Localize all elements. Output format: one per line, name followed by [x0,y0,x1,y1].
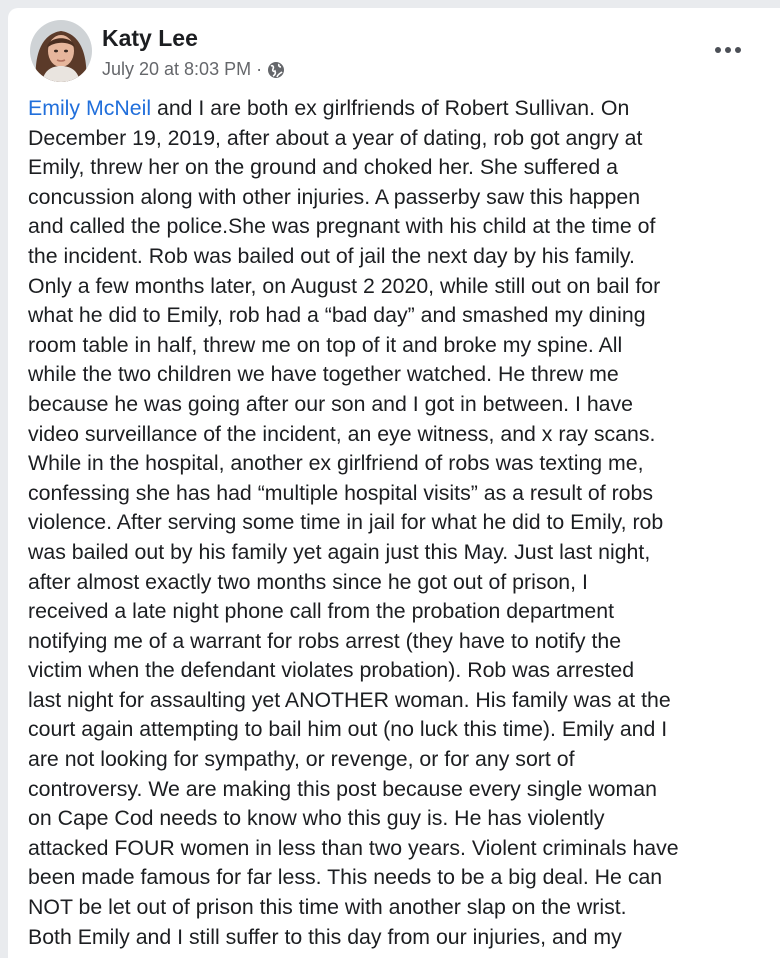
post-text-line: last night for assaulting yet ANOTHER woman. His family was at the [28,687,671,712]
post-text-line: video surveillance of the incident, an eye witness, and x ray scans. [28,421,656,446]
post-text-line: attacked FOUR women in less than two years. Violent criminals have [28,835,679,860]
post-text-line: violence. After serving some time in jail for what he did to Emily, rob [28,510,664,535]
more-options-dot [725,47,731,53]
post-text [28,94,774,952]
post-text-line: While in the hospital, another ex girlfriend of robs was texting me, [28,451,644,476]
post-text-line: controversy. We are making this post because every single woman [28,776,657,801]
author-name[interactable]: Katy Lee [102,25,198,51]
globe-icon[interactable] [267,61,285,79]
post-text-segment: and I are both ex girlfriends of Robert Sullivan. On [151,96,630,120]
post-header [8,8,780,96]
post-text-line: received a late night phone call from the probation department [28,599,615,624]
post-text-line: are not looking for sympathy, or revenge, or for any sort of [28,747,575,772]
post-text-line: Both Emily and I still suffer to this day from our injuries, and my [28,924,622,949]
post-text-line: NOT be let out of prison this time with another slap on the wrist. [28,895,627,920]
post-text-line: was bailed out by his family yet again just this May. Just last night, [28,539,651,564]
post-card [8,8,780,958]
post-text-line: and called the police.She was pregnant with his child at the time of [28,214,656,239]
meta-separator: · [256,59,263,79]
post-meta [102,59,285,80]
more-options-button[interactable] [706,30,750,70]
post-text-line: notifying me of a warrant for robs arrest (they have to notify the [28,628,622,653]
post-text-line: room table in half, threw me on top of it and broke my spine. All [28,332,623,357]
profile-photo [30,20,92,82]
post-text-line: because he was going after our son and I got in between. I have [28,391,634,416]
post-text-line: December 19, 2019, after about a year of dating, rob got angry at [28,125,643,150]
post-text-line: the incident. Rob was bailed out of jail the next day by his family. [28,243,635,268]
post-text-line: on Cape Cod needs to know who this guy is. He has violently [28,806,605,831]
post-timestamp[interactable]: July 20 at 8:03 PM [102,59,252,79]
post-text-line: concussion along with other injuries. A passerby saw this happen [28,184,641,209]
more-options-dot [735,47,741,53]
more-options-icon [715,47,721,53]
mention-link[interactable]: Emily McNeil [28,96,152,120]
post-text-line: confessing she has had “multiple hospital visits” as a result of robs [28,480,654,505]
post-text-line: while the two children we have together watched. He threw me [28,362,619,387]
post-text-line: after almost exactly two months since he got out of prison, I [28,569,588,594]
post-text-line: been made famous for far less. This needs to be a big deal. He can [28,865,663,890]
post-text-line: what he did to Emily, rob had a “bad day” and smashed my dining [28,303,646,328]
post-text-line: Only a few months later, on August 2 2020, while still out on bail for [28,273,661,298]
post-text-line: victim when the defendant violates probation). Rob was arrested [28,658,635,683]
avatar[interactable] [30,20,92,82]
post-text-line: court again attempting to bail him out (no luck this time). Emily and I [28,717,668,742]
post-text-line [28,94,774,124]
post-text-line: Emily, threw her on the ground and choked her. She suffered a [28,155,618,180]
